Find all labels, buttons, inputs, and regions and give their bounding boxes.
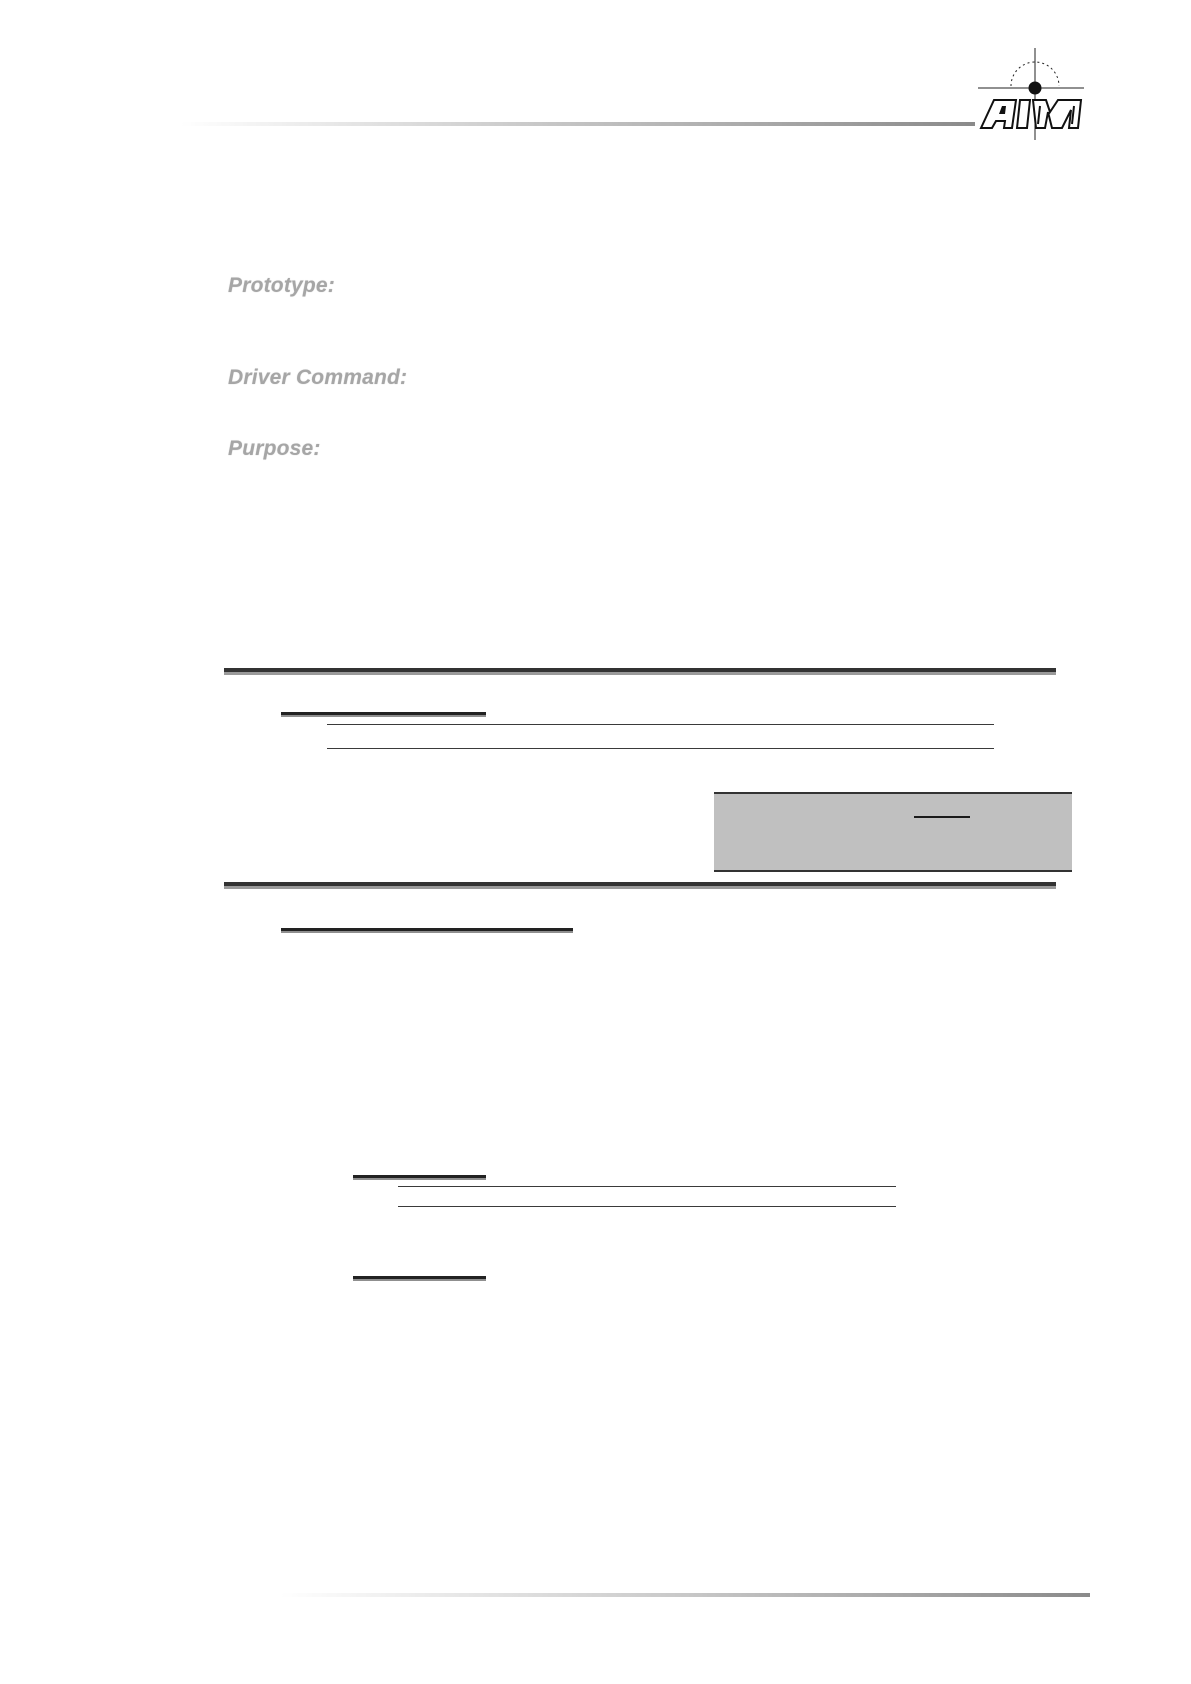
heading-underline-input bbox=[281, 712, 486, 715]
sub-row-line bbox=[398, 1206, 896, 1207]
return-value-box bbox=[714, 792, 1072, 872]
aim-logo bbox=[978, 48, 1084, 140]
footer-rule bbox=[280, 1593, 1090, 1597]
svg-text:AIM: AIM bbox=[978, 48, 980, 49]
section-separator-bottom bbox=[224, 882, 1056, 886]
return-value-underline bbox=[914, 816, 970, 818]
header-rule bbox=[180, 122, 975, 126]
label-prototype: Prototype: bbox=[228, 274, 335, 297]
label-purpose: Purpose: bbox=[228, 437, 321, 460]
heading-underline-sub-1 bbox=[353, 1175, 486, 1178]
param-row-line bbox=[327, 748, 994, 749]
label-driver-command: Driver Command: bbox=[228, 366, 408, 389]
heading-underline-sub-2 bbox=[353, 1276, 486, 1279]
logo-lettering bbox=[981, 100, 1081, 128]
section-separator-top bbox=[224, 668, 1056, 672]
heading-underline-description bbox=[281, 928, 573, 931]
sub-row-line bbox=[398, 1186, 896, 1187]
param-row-line bbox=[327, 724, 994, 725]
